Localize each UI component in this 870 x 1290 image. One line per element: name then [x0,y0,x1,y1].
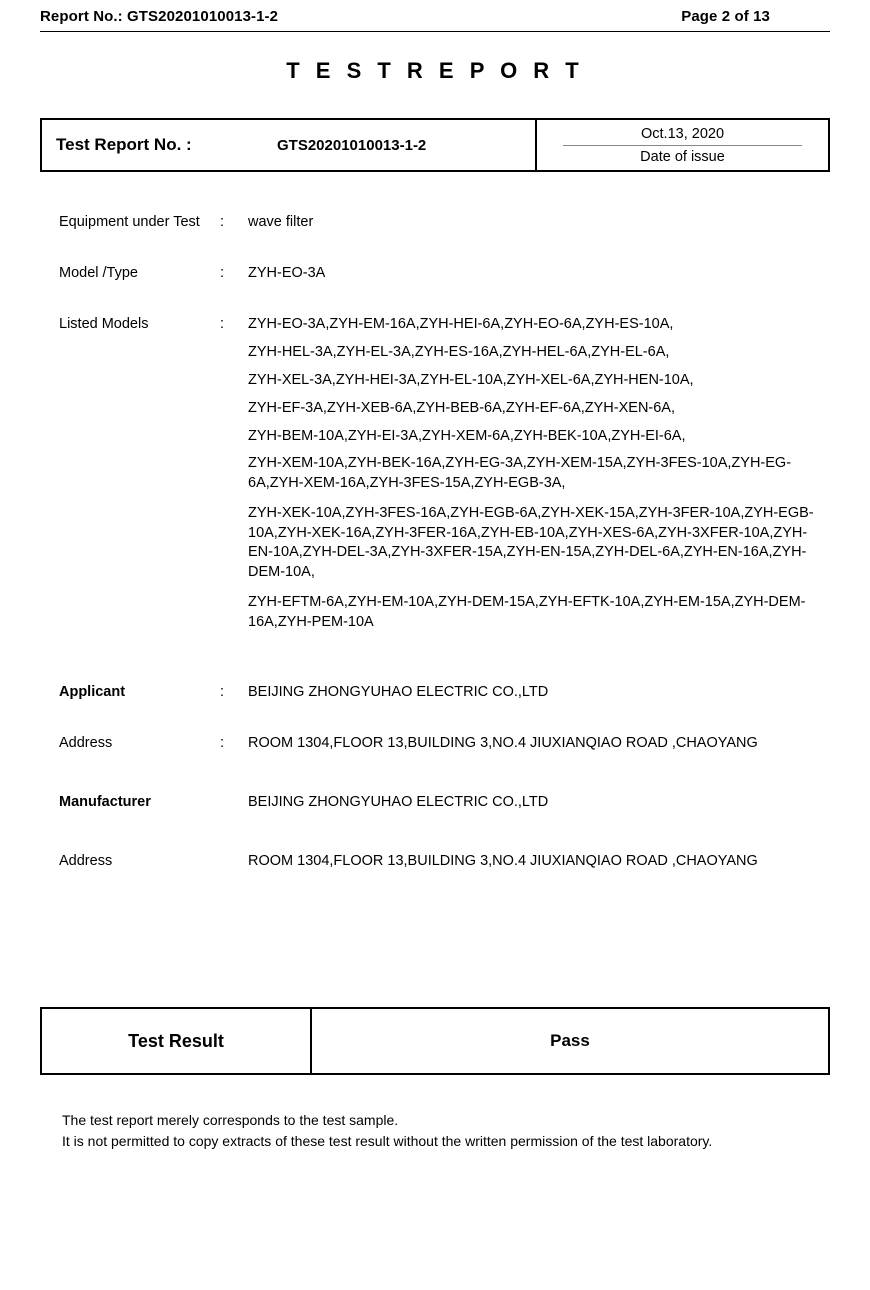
footnote-line-1: The test report merely corresponds to the test sample. [62,1112,399,1128]
manufacturer-label: Manufacturer [59,793,151,810]
listed-models-line: ZYH-HEL-3A,ZYH-EL-3A,ZYH-ES-16A,ZYH-HEL-6A,ZYH-EL-6A, [248,344,670,361]
manufacturer-separator [220,792,248,813]
eut-separator: : [220,214,225,230]
report-number-box [40,118,830,172]
header-report-no: Report No.: GTS20201010013-1-2 [40,8,279,25]
listed-models-block: ZYH-XEK-10A,ZYH-3FES-16A,ZYH-EGB-6A,ZYH-XEK-15A,ZYH-3FER-10A,ZYH-EGB-10A,ZYH-XEK-16A,ZYH-3FER-16A,ZYH-EB-10A,ZYH-XES-6A,ZYH-3XFER-10A,ZYH-EN-10A,ZYH-DEL-3A,ZYH-3XFER-15A,ZYH-EN-15A,ZYH-DEL-6A,ZYH-EN-16A,ZYH-DEM-10A, [248,505,814,580]
header-page-number: Page 2 of 13 [681,8,770,25]
applicant-label: Applicant [59,683,126,700]
eut-value: wave filter [248,214,314,230]
applicant-separator: : [220,683,225,700]
listed-models-line: ZYH-BEM-10A,ZYH-EI-3A,ZYH-XEM-6A,ZYH-BEK-10A,ZYH-EI-6A, [248,428,686,445]
row-model-type [40,263,830,284]
model-value: ZYH-EO-3A [248,265,326,282]
footnote-line-2: It is not permitted to copy extracts of these test result without the written permission of the test laboratory. [62,1133,713,1149]
report-number-cell [42,120,537,170]
applicant-address-value: ROOM 1304,FLOOR 13,BUILDING 3,NO.4 JIUXIANQIAO ROAD ,CHAOYANG [248,734,758,751]
header-divider [40,31,830,32]
applicant-value: BEIJING ZHONGYUHAO ELECTRIC CO.,LTD [248,683,549,700]
listed-models-line: ZYH-EO-3A,ZYH-EM-16A,ZYH-HEI-6A,ZYH-EO-6A,ZYH-ES-10A, [248,316,674,333]
row-equipment-under-test [40,212,830,233]
model-label: Model /Type [59,265,138,282]
applicant-address-label: Address [59,734,113,751]
model-separator: : [220,265,225,282]
manufacturer-value: BEIJING ZHONGYUHAO ELECTRIC CO.,LTD [248,793,549,810]
test-result-value: Pass [550,1031,590,1050]
footnote [62,1110,830,1152]
listed-models-separator: : [220,316,225,333]
report-number-label: Test Report No. : [56,135,192,154]
row-manufacturer [40,792,830,813]
page-title: T E S T R E P O R T [286,58,584,83]
spacer-3 [40,666,830,682]
listed-models-line: ZYH-XEL-3A,ZYH-HEI-3A,ZYH-EL-10A,ZYH-XEL-6A,ZYH-HEN-10A, [248,372,694,389]
row-listed-models [40,314,830,644]
spacer-2 [40,306,830,314]
spacer-6 [40,835,830,851]
row-applicant-address [40,733,830,754]
spacer-5 [40,776,830,792]
issue-date-label: Date of issue [640,148,725,165]
listed-models-label: Listed Models [59,316,149,333]
manufacturer-address-separator [220,851,248,872]
eut-label: Equipment under Test [59,214,200,230]
manufacturer-address-label: Address [59,852,113,869]
listed-models-block: ZYH-EFTM-6A,ZYH-EM-10A,ZYH-DEM-15A,ZYH-EFTK-10A,ZYH-EM-15A,ZYH-DEM-16A,ZYH-PEM-10A [248,594,806,631]
test-result-box [40,1007,830,1075]
info-section [40,212,830,872]
issue-date-cell [537,120,828,170]
listed-models-block: ZYH-XEM-10A,ZYH-BEK-16A,ZYH-EG-3A,ZYH-XEM-15A,ZYH-3FES-10A,ZYH-EG-6A,ZYH-XEM-16A,ZYH-3FES-15A,ZYH-EGB-3A, [248,455,792,491]
spacer-4 [40,725,830,733]
listed-models-line: ZYH-EF-3A,ZYH-XEB-6A,ZYH-BEB-6A,ZYH-EF-6A,ZYH-XEN-6A, [248,400,676,417]
applicant-address-separator: : [220,734,225,751]
report-number-value: GTS20201010013-1-2 [277,136,427,154]
manufacturer-address-value: ROOM 1304,FLOOR 13,BUILDING 3,NO.4 JIUXIANQIAO ROAD ,CHAOYANG [248,852,758,869]
page-header [40,0,830,25]
row-applicant [40,682,830,703]
test-result-label: Test Result [42,1009,312,1073]
row-manufacturer-address [40,851,830,872]
listed-models-value [248,314,830,644]
spacer-1 [40,255,830,263]
issue-date-value: Oct.13, 2020 [640,125,725,142]
